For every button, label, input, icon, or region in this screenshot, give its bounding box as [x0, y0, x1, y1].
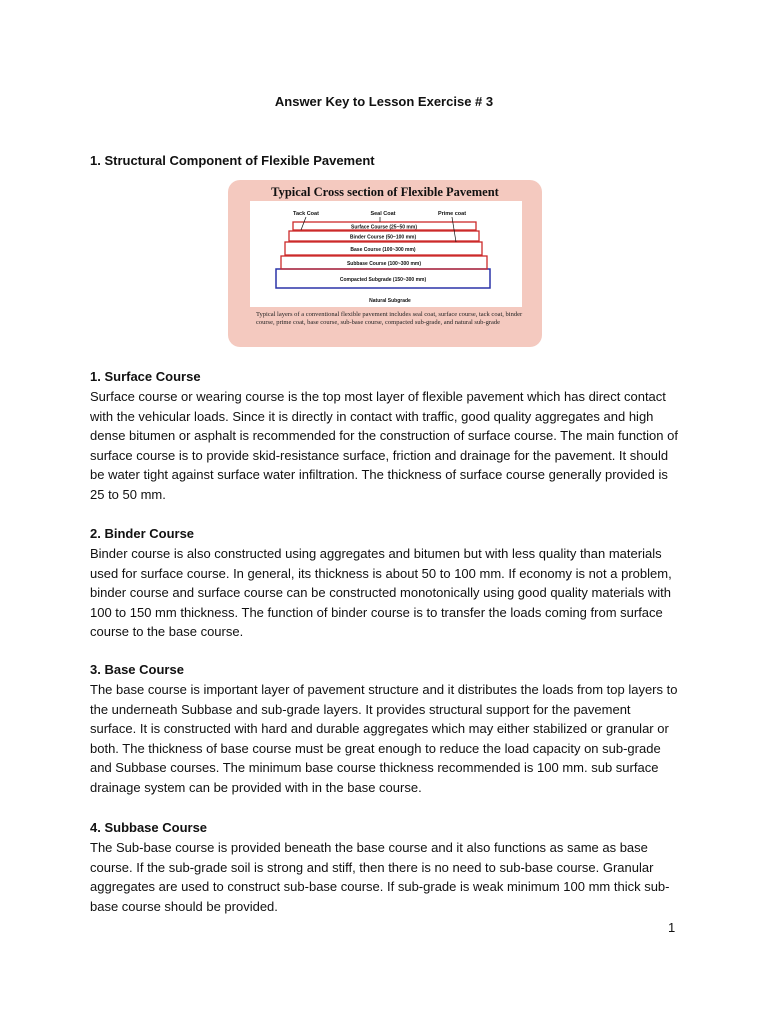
layer-label-natural-subgrade: Natural Subgrade [369, 298, 411, 304]
label-seal-coat: Seal Coat [370, 211, 396, 217]
layer-label-compacted-subgrade: Compacted Subgrade (150~300 mm) [339, 277, 427, 283]
paragraph-binder-course: Binder course is also constructed using aggregates and bitumen but with less quality than materials used for surface course. In general, its thickness is about 50 to 100 mm. If economy is not a problem, binder course and surface course can be constructed monotonically using good quality materials with 100 to 150 mm thickness. The function of binder course is to transfer the loads coming from surface course to the base course. [90, 546, 672, 640]
heading-subbase-course: 4. Subbase Course [90, 820, 208, 835]
figure-caption: Typical layers of a conventional flexible pavement includes seal coat, surface course, tack coat, binder course, prime coat, base course, sub-base course, compacted sub-grade, and natural sub-grade [256, 311, 523, 326]
figure-title: Typical Cross section of Flexible Pavement [271, 185, 499, 199]
document-title: Answer Key to Lesson Exercise # 3 [274, 94, 494, 109]
paragraph-base-course: The base course is important layer of pavement structure and it distributes the loads from top layers to the underneath Subbase and sub-grade layers. It provides structural support for the pavement surface. It is constructed with hard and durable aggregates which may either stabilized or granular or both. The thickness of base course must be great enough to reduce the load capacity on sub-grade and Subbase courses. The minimum base course thickness recommended is 100 mm. sub surface drainage system can be provided with in the base course. [90, 682, 678, 795]
paragraph-subbase-course: The Sub-base course is provided beneath the base course and it also functions as same as base course. If the sub-grade soil is strong and stiff, then there is no need to sub-base course. Granular aggregates are used to construct sub-base course. If sub-grade is weak minimum 100 mm thick sub-base course should be provided. [90, 840, 670, 914]
section-heading-structural-components: 1. Structural Component of Flexible Pavement [90, 153, 375, 168]
pavement-cross-section-figure [228, 180, 542, 347]
paragraph-surface-course: Surface course or wearing course is the top most layer of flexible pavement which has direct contact with the vehicular loads. Since it is directly in contact with traffic, good quality aggregates and high dense bitumen or asphalt is recommended for the construction of surface course. The main function of surface course is to provide skid-resistance surface, friction and drainage for the pavement. It should be water tight against surface water infiltration. The thickness of surface course generally provided is 25 to 50 mm. [90, 389, 678, 502]
layer-label-subbase-course: Subbase Course (100~300 mm) [346, 261, 422, 267]
label-prime-coat: Prime coat [437, 211, 467, 217]
label-tack-coat: Tack Coat [293, 211, 319, 217]
layer-label-base-course: Base Course (100~300 mm) [350, 247, 416, 253]
page-number: 1 [668, 920, 676, 935]
layer-label-surface-course: Surface Course (25~50 mm) [350, 224, 418, 231]
layer-label-binder-course: Binder Course (50~100 mm) [349, 234, 417, 241]
heading-surface-course: 1. Surface Course [90, 369, 201, 384]
heading-base-course: 3. Base Course [90, 662, 184, 677]
heading-binder-course: 2. Binder Course [90, 526, 195, 541]
